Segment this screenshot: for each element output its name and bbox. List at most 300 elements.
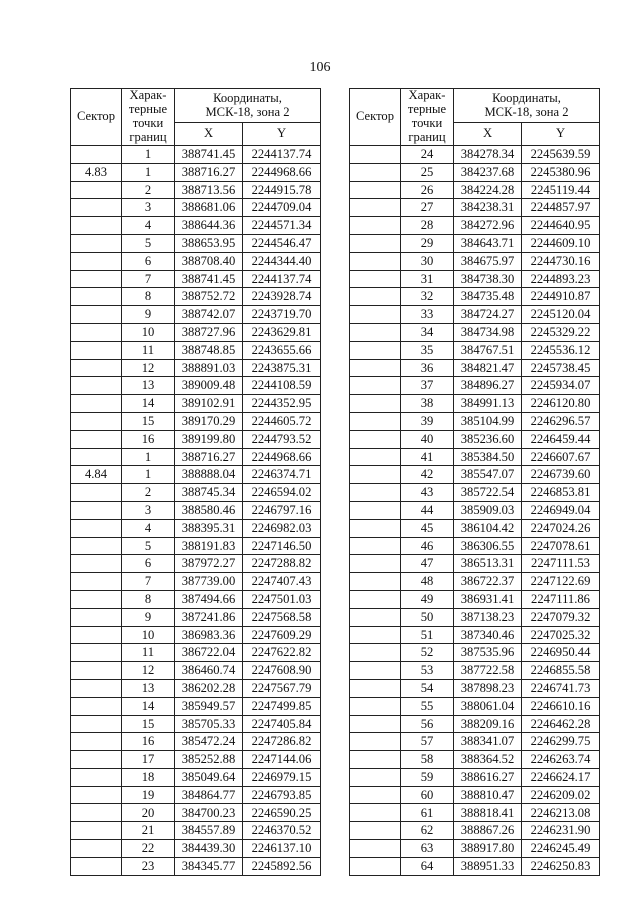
sector-cell bbox=[71, 181, 122, 199]
point-cell: 50 bbox=[401, 608, 454, 626]
x-cell: 386306.55 bbox=[454, 537, 522, 555]
point-cell: 27 bbox=[401, 199, 454, 217]
sector-cell bbox=[350, 199, 401, 217]
sector-cell bbox=[350, 715, 401, 733]
x-cell: 388191.83 bbox=[175, 537, 243, 555]
page-number: 106 bbox=[309, 60, 331, 75]
y-cell: 2245934.07 bbox=[522, 377, 600, 395]
x-cell: 385909.03 bbox=[454, 501, 522, 519]
y-cell: 2246209.02 bbox=[522, 786, 600, 804]
y-cell: 2244344.40 bbox=[243, 252, 321, 270]
sector-cell bbox=[71, 217, 122, 235]
y-cell: 2244609.10 bbox=[522, 234, 600, 252]
table-row bbox=[71, 252, 321, 270]
y-cell: 2245892.56 bbox=[243, 857, 321, 875]
y-cell: 2246624.17 bbox=[522, 768, 600, 786]
sector-cell bbox=[350, 234, 401, 252]
sector-cell bbox=[71, 377, 122, 395]
sector-cell bbox=[71, 252, 122, 270]
point-cell: 18 bbox=[122, 768, 175, 786]
header-sector: Сектор bbox=[71, 89, 122, 146]
table-row bbox=[71, 323, 321, 341]
point-cell: 6 bbox=[122, 555, 175, 573]
point-cell: 1 bbox=[122, 448, 175, 466]
table-row bbox=[71, 377, 321, 395]
sector-cell bbox=[71, 786, 122, 804]
table-row bbox=[350, 288, 600, 306]
sector-cell: 4.83 bbox=[71, 163, 122, 181]
sector-cell bbox=[350, 679, 401, 697]
x-cell: 388745.34 bbox=[175, 484, 243, 502]
sector-cell bbox=[350, 252, 401, 270]
sector-cell bbox=[71, 662, 122, 680]
y-cell: 2245120.04 bbox=[522, 306, 600, 324]
header-coords-line1: Координаты, bbox=[213, 90, 282, 105]
y-cell: 2245738.45 bbox=[522, 359, 600, 377]
table-row bbox=[350, 341, 600, 359]
point-cell: 15 bbox=[122, 412, 175, 430]
sector-cell bbox=[350, 163, 401, 181]
table-row bbox=[350, 306, 600, 324]
point-cell: 61 bbox=[401, 804, 454, 822]
x-cell: 386460.74 bbox=[175, 662, 243, 680]
sector-cell bbox=[350, 804, 401, 822]
x-cell: 385705.33 bbox=[175, 715, 243, 733]
sector-cell bbox=[71, 679, 122, 697]
y-cell: 2246459.44 bbox=[522, 430, 600, 448]
point-cell: 2 bbox=[122, 484, 175, 502]
table-row bbox=[71, 199, 321, 217]
x-cell: 384724.27 bbox=[454, 306, 522, 324]
table-row bbox=[350, 751, 600, 769]
point-cell: 11 bbox=[122, 341, 175, 359]
table-row bbox=[71, 484, 321, 502]
sector-cell bbox=[71, 288, 122, 306]
y-cell: 2247286.82 bbox=[243, 733, 321, 751]
y-cell: 2246979.15 bbox=[243, 768, 321, 786]
x-cell: 384237.68 bbox=[454, 163, 522, 181]
sector-cell bbox=[71, 199, 122, 217]
point-cell: 12 bbox=[122, 359, 175, 377]
point-cell: 1 bbox=[122, 146, 175, 164]
x-cell: 386983.36 bbox=[175, 626, 243, 644]
x-cell: 388891.03 bbox=[175, 359, 243, 377]
sector-cell bbox=[71, 573, 122, 591]
y-cell: 2247144.06 bbox=[243, 751, 321, 769]
point-cell: 37 bbox=[401, 377, 454, 395]
sector-cell bbox=[350, 430, 401, 448]
table-row bbox=[350, 448, 600, 466]
table-row bbox=[350, 804, 600, 822]
sector-cell bbox=[350, 323, 401, 341]
table-row bbox=[350, 608, 600, 626]
sector-cell bbox=[350, 412, 401, 430]
table-row bbox=[350, 519, 600, 537]
sector-cell bbox=[71, 395, 122, 413]
table-row bbox=[350, 323, 600, 341]
point-cell: 63 bbox=[401, 840, 454, 858]
table-row bbox=[71, 288, 321, 306]
table-row bbox=[350, 181, 600, 199]
x-cell: 388395.31 bbox=[175, 519, 243, 537]
y-cell: 2244893.23 bbox=[522, 270, 600, 288]
x-cell: 387898.23 bbox=[454, 679, 522, 697]
point-cell: 12 bbox=[122, 662, 175, 680]
y-cell: 2243928.74 bbox=[243, 288, 321, 306]
table-row bbox=[350, 626, 600, 644]
sector-cell bbox=[71, 537, 122, 555]
sector-cell bbox=[350, 608, 401, 626]
sector-cell bbox=[350, 395, 401, 413]
x-cell: 387138.23 bbox=[454, 608, 522, 626]
x-cell: 386722.04 bbox=[175, 644, 243, 662]
y-cell: 2246739.60 bbox=[522, 466, 600, 484]
table-row bbox=[350, 270, 600, 288]
x-cell: 388742.07 bbox=[175, 306, 243, 324]
table-row bbox=[350, 199, 600, 217]
y-cell: 2246370.52 bbox=[243, 822, 321, 840]
x-cell: 386104.42 bbox=[454, 519, 522, 537]
sector-cell bbox=[71, 146, 122, 164]
y-cell: 2244640.95 bbox=[522, 217, 600, 235]
y-cell: 2244137.74 bbox=[243, 146, 321, 164]
x-cell: 385252.88 bbox=[175, 751, 243, 769]
y-cell: 2247079.32 bbox=[522, 608, 600, 626]
x-cell: 386722.37 bbox=[454, 573, 522, 591]
x-cell: 388580.46 bbox=[175, 501, 243, 519]
point-cell: 60 bbox=[401, 786, 454, 804]
sector-cell bbox=[350, 733, 401, 751]
x-cell: 389009.48 bbox=[175, 377, 243, 395]
table-row bbox=[71, 448, 321, 466]
x-cell: 388341.07 bbox=[454, 733, 522, 751]
table-row bbox=[71, 270, 321, 288]
y-cell: 2247146.50 bbox=[243, 537, 321, 555]
header-points-line3: точки bbox=[411, 116, 443, 130]
sector-cell bbox=[71, 840, 122, 858]
point-cell: 28 bbox=[401, 217, 454, 235]
sector-cell bbox=[71, 234, 122, 252]
y-cell: 2247111.53 bbox=[522, 555, 600, 573]
table-row bbox=[71, 590, 321, 608]
x-cell: 387340.46 bbox=[454, 626, 522, 644]
table-row bbox=[350, 644, 600, 662]
y-cell: 2244709.04 bbox=[243, 199, 321, 217]
x-cell: 388741.45 bbox=[175, 270, 243, 288]
point-cell: 35 bbox=[401, 341, 454, 359]
x-cell: 385949.57 bbox=[175, 697, 243, 715]
table-row bbox=[350, 590, 600, 608]
y-cell: 2247288.82 bbox=[243, 555, 321, 573]
y-cell: 2246245.49 bbox=[522, 840, 600, 858]
point-cell: 16 bbox=[122, 733, 175, 751]
x-cell: 385384.50 bbox=[454, 448, 522, 466]
x-cell: 384738.30 bbox=[454, 270, 522, 288]
x-cell: 388644.36 bbox=[175, 217, 243, 235]
y-cell: 2244857.97 bbox=[522, 199, 600, 217]
point-cell: 56 bbox=[401, 715, 454, 733]
x-cell: 386513.31 bbox=[454, 555, 522, 573]
point-cell: 39 bbox=[401, 412, 454, 430]
table-row bbox=[71, 181, 321, 199]
point-cell: 16 bbox=[122, 430, 175, 448]
header-points-line3: точки bbox=[132, 116, 164, 130]
y-cell: 2247024.26 bbox=[522, 519, 600, 537]
header-coords-line2: МСК-18, зона 2 bbox=[205, 104, 290, 119]
x-cell: 388888.04 bbox=[175, 466, 243, 484]
sector-cell bbox=[350, 697, 401, 715]
sector-cell bbox=[71, 555, 122, 573]
table-row bbox=[350, 234, 600, 252]
x-cell: 387722.58 bbox=[454, 662, 522, 680]
table-row bbox=[350, 146, 600, 164]
x-cell: 384272.96 bbox=[454, 217, 522, 235]
table-row bbox=[71, 501, 321, 519]
y-cell: 2247078.61 bbox=[522, 537, 600, 555]
sector-cell: 4.84 bbox=[71, 466, 122, 484]
point-cell: 64 bbox=[401, 857, 454, 875]
table-row bbox=[71, 412, 321, 430]
x-cell: 388716.27 bbox=[175, 448, 243, 466]
y-cell: 2247622.82 bbox=[243, 644, 321, 662]
point-cell: 21 bbox=[122, 822, 175, 840]
header-points-line4: границ bbox=[129, 129, 167, 144]
point-cell: 13 bbox=[122, 377, 175, 395]
y-cell: 2246231.90 bbox=[522, 822, 600, 840]
table-row bbox=[350, 573, 600, 591]
point-cell: 22 bbox=[122, 840, 175, 858]
sector-cell bbox=[350, 822, 401, 840]
x-cell: 384238.31 bbox=[454, 199, 522, 217]
header-x: X bbox=[454, 123, 522, 146]
header-points-line2: терные bbox=[128, 102, 168, 117]
sector-cell bbox=[350, 590, 401, 608]
sector-cell bbox=[350, 555, 401, 573]
y-cell: 2246950.44 bbox=[522, 644, 600, 662]
x-cell: 388653.95 bbox=[175, 234, 243, 252]
point-cell: 38 bbox=[401, 395, 454, 413]
sector-cell bbox=[71, 306, 122, 324]
x-cell: 388713.56 bbox=[175, 181, 243, 199]
table-row bbox=[71, 751, 321, 769]
point-cell: 33 bbox=[401, 306, 454, 324]
y-cell: 2246263.74 bbox=[522, 751, 600, 769]
header-points-line4: границ bbox=[408, 129, 446, 144]
x-cell: 385236.60 bbox=[454, 430, 522, 448]
table-row bbox=[350, 217, 600, 235]
point-cell: 25 bbox=[401, 163, 454, 181]
x-cell: 384864.77 bbox=[175, 786, 243, 804]
y-cell: 2244137.74 bbox=[243, 270, 321, 288]
header-points-line1: Харак- bbox=[408, 88, 446, 103]
x-cell: 384700.23 bbox=[175, 804, 243, 822]
sector-cell bbox=[71, 822, 122, 840]
x-cell: 388209.16 bbox=[454, 715, 522, 733]
x-cell: 387972.27 bbox=[175, 555, 243, 573]
y-cell: 2245119.44 bbox=[522, 181, 600, 199]
point-cell: 52 bbox=[401, 644, 454, 662]
table-row bbox=[350, 857, 600, 875]
point-cell: 44 bbox=[401, 501, 454, 519]
table-row bbox=[71, 608, 321, 626]
table-row bbox=[350, 786, 600, 804]
sector-cell bbox=[350, 466, 401, 484]
point-cell: 62 bbox=[401, 822, 454, 840]
table-row bbox=[71, 662, 321, 680]
point-cell: 4 bbox=[122, 217, 175, 235]
x-cell: 388748.85 bbox=[175, 341, 243, 359]
y-cell: 2244352.95 bbox=[243, 395, 321, 413]
sector-cell bbox=[350, 768, 401, 786]
point-cell: 5 bbox=[122, 234, 175, 252]
y-cell: 2244968.66 bbox=[243, 448, 321, 466]
table-row bbox=[71, 341, 321, 359]
x-cell: 385049.64 bbox=[175, 768, 243, 786]
header-y: Y bbox=[522, 123, 600, 146]
header-sector: Сектор bbox=[350, 89, 401, 146]
point-cell: 31 bbox=[401, 270, 454, 288]
table-row bbox=[71, 715, 321, 733]
sector-cell bbox=[71, 626, 122, 644]
table-row bbox=[71, 234, 321, 252]
point-cell: 26 bbox=[401, 181, 454, 199]
y-cell: 2243719.70 bbox=[243, 306, 321, 324]
x-cell: 384439.30 bbox=[175, 840, 243, 858]
point-cell: 3 bbox=[122, 199, 175, 217]
sector-cell bbox=[71, 270, 122, 288]
point-cell: 57 bbox=[401, 733, 454, 751]
sector-cell bbox=[350, 644, 401, 662]
table-row bbox=[71, 626, 321, 644]
sector-cell bbox=[71, 341, 122, 359]
x-cell: 387739.00 bbox=[175, 573, 243, 591]
point-cell: 40 bbox=[401, 430, 454, 448]
header-coordinates bbox=[175, 89, 321, 123]
table-row bbox=[350, 359, 600, 377]
point-cell: 19 bbox=[122, 786, 175, 804]
header-y: Y bbox=[243, 123, 321, 146]
table-row bbox=[71, 857, 321, 875]
sector-cell bbox=[71, 484, 122, 502]
x-cell: 388616.27 bbox=[454, 768, 522, 786]
y-cell: 2246949.04 bbox=[522, 501, 600, 519]
point-cell: 8 bbox=[122, 288, 175, 306]
sector-cell bbox=[71, 590, 122, 608]
x-cell: 388867.26 bbox=[454, 822, 522, 840]
x-cell: 384278.34 bbox=[454, 146, 522, 164]
table-row bbox=[350, 252, 600, 270]
point-cell: 14 bbox=[122, 697, 175, 715]
y-cell: 2247608.90 bbox=[243, 662, 321, 680]
point-cell: 15 bbox=[122, 715, 175, 733]
x-cell: 384734.98 bbox=[454, 323, 522, 341]
point-cell: 47 bbox=[401, 555, 454, 573]
sector-cell bbox=[71, 768, 122, 786]
point-cell: 3 bbox=[122, 501, 175, 519]
y-cell: 2246982.03 bbox=[243, 519, 321, 537]
table-body-left bbox=[71, 146, 321, 876]
table-row bbox=[71, 644, 321, 662]
y-cell: 2246607.67 bbox=[522, 448, 600, 466]
y-cell: 2243629.81 bbox=[243, 323, 321, 341]
sector-cell bbox=[350, 751, 401, 769]
point-cell: 13 bbox=[122, 679, 175, 697]
y-cell: 2246590.25 bbox=[243, 804, 321, 822]
y-cell: 2247499.85 bbox=[243, 697, 321, 715]
sector-cell bbox=[71, 359, 122, 377]
x-cell: 387535.96 bbox=[454, 644, 522, 662]
x-cell: 385722.54 bbox=[454, 484, 522, 502]
y-cell: 2247567.79 bbox=[243, 679, 321, 697]
x-cell: 384991.13 bbox=[454, 395, 522, 413]
table-row bbox=[350, 377, 600, 395]
table-row bbox=[350, 537, 600, 555]
table-row bbox=[350, 412, 600, 430]
table-row bbox=[71, 359, 321, 377]
table-row bbox=[350, 662, 600, 680]
y-cell: 2244910.87 bbox=[522, 288, 600, 306]
point-cell: 49 bbox=[401, 590, 454, 608]
sector-cell bbox=[350, 626, 401, 644]
sector-cell bbox=[71, 608, 122, 626]
x-cell: 388716.27 bbox=[175, 163, 243, 181]
x-cell: 387241.86 bbox=[175, 608, 243, 626]
point-cell: 43 bbox=[401, 484, 454, 502]
sector-cell bbox=[71, 751, 122, 769]
table-row bbox=[71, 786, 321, 804]
y-cell: 2246594.02 bbox=[243, 484, 321, 502]
point-cell: 5 bbox=[122, 537, 175, 555]
y-cell: 2246213.08 bbox=[522, 804, 600, 822]
x-cell: 388741.45 bbox=[175, 146, 243, 164]
point-cell: 9 bbox=[122, 306, 175, 324]
sector-cell bbox=[71, 501, 122, 519]
y-cell: 2245536.12 bbox=[522, 341, 600, 359]
point-cell: 34 bbox=[401, 323, 454, 341]
point-cell: 2 bbox=[122, 181, 175, 199]
x-cell: 388061.04 bbox=[454, 697, 522, 715]
sector-cell bbox=[350, 573, 401, 591]
y-cell: 2246250.83 bbox=[522, 857, 600, 875]
point-cell: 54 bbox=[401, 679, 454, 697]
y-cell: 2246299.75 bbox=[522, 733, 600, 751]
y-cell: 2246120.80 bbox=[522, 395, 600, 413]
point-cell: 9 bbox=[122, 608, 175, 626]
header-points-line1: Харак- bbox=[129, 88, 167, 103]
sector-cell bbox=[71, 519, 122, 537]
table-row bbox=[71, 768, 321, 786]
point-cell: 53 bbox=[401, 662, 454, 680]
sector-cell bbox=[71, 323, 122, 341]
sector-cell bbox=[350, 662, 401, 680]
table-row bbox=[350, 555, 600, 573]
table-row bbox=[71, 804, 321, 822]
x-cell: 384224.28 bbox=[454, 181, 522, 199]
point-cell: 7 bbox=[122, 270, 175, 288]
sector-cell bbox=[350, 448, 401, 466]
y-cell: 2246610.16 bbox=[522, 697, 600, 715]
x-cell: 384675.97 bbox=[454, 252, 522, 270]
table-row bbox=[350, 466, 600, 484]
x-cell: 388752.72 bbox=[175, 288, 243, 306]
point-cell: 32 bbox=[401, 288, 454, 306]
y-cell: 2244730.16 bbox=[522, 252, 600, 270]
point-cell: 1 bbox=[122, 163, 175, 181]
sector-cell bbox=[71, 412, 122, 430]
point-cell: 55 bbox=[401, 697, 454, 715]
point-cell: 1 bbox=[122, 466, 175, 484]
sector-cell bbox=[71, 644, 122, 662]
